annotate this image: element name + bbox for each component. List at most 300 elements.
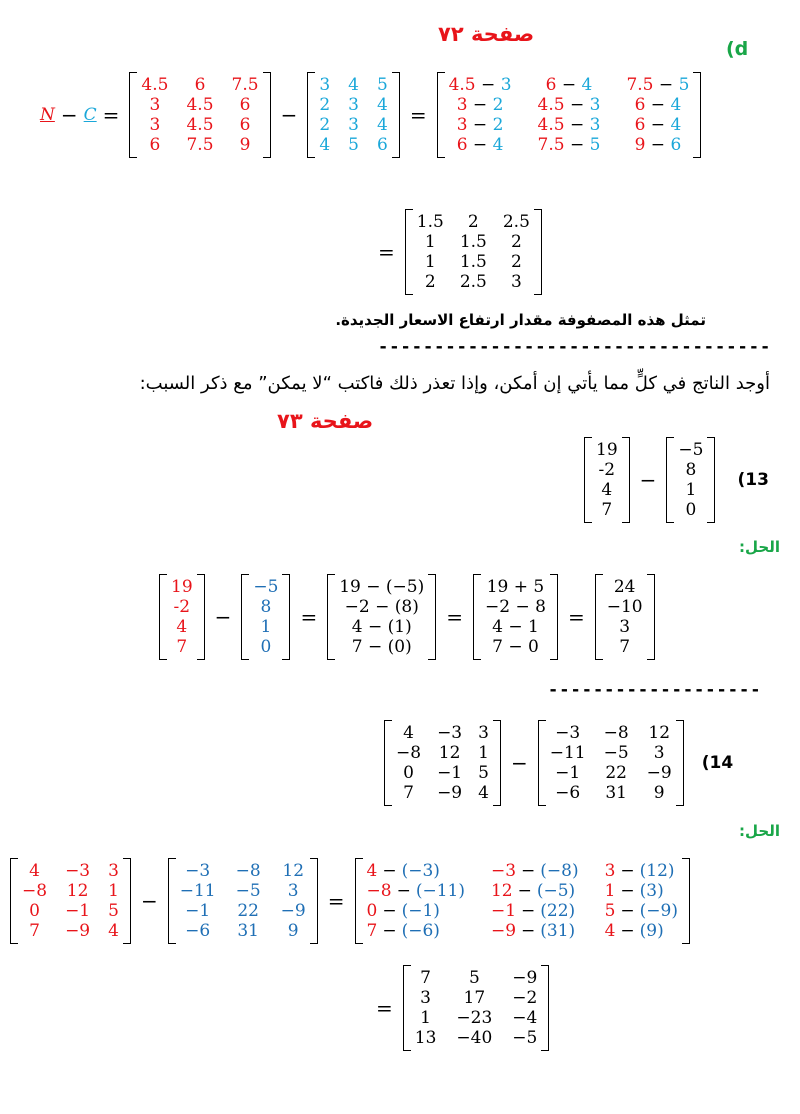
equals-sign: = [378,240,395,264]
matrix-cell: 2 [510,232,522,252]
matrix-cell: 6 [376,135,388,155]
subtrahend: 5 [589,135,601,155]
simplified-matrix [473,574,558,660]
subtrahend: 3 [589,115,601,135]
bracket-left [584,437,592,523]
matrix-cell: 0 [403,763,414,783]
minuend: −1 [490,901,517,921]
matrix-cell: 4.5 [186,115,214,135]
matrix-cell: −8 [22,881,48,901]
bracket-left [159,574,167,660]
bracket-right [493,720,501,806]
matrix-cell: 7 [601,500,613,520]
minuend: 4 [604,921,616,941]
matrix-cell: 4 [108,921,119,941]
minuend: 3 [456,115,468,135]
matrix-cell: 3 [478,723,489,743]
matrix-b [538,720,684,806]
matrix-n [129,72,270,158]
matrix-cell: −8 [235,861,261,881]
matrix-cell: 1 [420,1008,431,1028]
matrix-cell: 8 [685,460,697,480]
separator-1: ----------------------------------- [378,337,772,357]
matrix-cell: 1.5 [459,252,487,272]
matrix-cell: −40 [456,1028,493,1048]
result-matrix [405,209,542,295]
minuend: −3 [490,861,517,881]
matrix-b [241,574,290,660]
matrix-cell: 12 [282,861,305,881]
bracket-left [538,720,546,806]
bracket-right [693,72,701,158]
matrix-n-symbol: N [40,105,55,125]
matrix-cell: 3 [510,272,522,292]
matrix-cell: −2 [512,988,538,1008]
minus-sign: − [475,75,501,95]
matrix-b [168,858,318,944]
matrix-cell [626,115,689,135]
matrix-cell: 6 [239,115,251,135]
question-13 [580,430,769,530]
matrix-cell: −4 [512,1008,538,1028]
matrix-cell [367,901,465,921]
subtrahend: 4 [670,115,682,135]
matrix-cell: 8 [260,597,272,617]
matrix-cell: 31 [605,783,627,803]
matrix-cell: 3 [149,95,161,115]
minuend: 6 [545,75,557,95]
subtrahend: (−11) [415,881,465,901]
page-73-title: صفحة ٧٣ [277,409,374,433]
subtrahend: (31) [540,921,576,941]
matrix-cell [449,115,512,135]
bracket-right [550,574,558,660]
matrix-cell: 12 [648,723,671,743]
matrix-cell: 3 [108,861,119,881]
bracket-right [310,858,318,944]
matrix-cell: 1 [424,252,436,272]
minus-sign: − [467,115,493,135]
matrix-cell: 3 [319,75,331,95]
matrix-cell [538,115,601,135]
solution-13-label: الحل: [739,538,780,556]
matrix-a [10,858,131,944]
equals-sign: = [446,605,464,629]
result-d [372,204,546,300]
bracket-left [595,574,603,660]
matrix-cell: 9 [239,135,251,155]
bracket-left [473,574,481,660]
matrix-cell: 1.5 [459,232,487,252]
question-13-label: (13 [737,470,769,490]
bracket-right [676,720,684,806]
minus-sign: − [521,921,536,941]
minuend: 6 [456,135,468,155]
bracket-left [327,574,335,660]
minuend: 6 [634,95,646,115]
minus-sign: − [620,881,635,901]
matrix-cell: 3 [348,115,359,135]
bracket-left [405,209,413,295]
matrix-cell: −5 [678,440,704,460]
result-note: تمثل هذه المصفوفة مقدار ارتفاع الاسعار الجديدة. [335,311,706,329]
bracket-right [534,209,542,295]
minus-sign: − [620,861,635,881]
minus-sign: − [140,889,158,913]
matrix-cell: 4.5 [186,95,214,115]
matrix-cell: 3 [287,881,299,901]
matrix-cell: 3 [653,743,665,763]
matrix-cell: 4 [403,723,414,743]
matrix-cell: 31 [237,921,259,941]
matrix-cell [538,75,601,95]
matrix-cell: 22 [237,901,259,921]
matrix-cell: 13 [414,1028,437,1048]
matrix-cell: −10 [606,597,643,617]
matrix-cell [491,921,579,941]
minuend: 7.5 [537,135,565,155]
minuend: −8 [366,881,392,901]
matrix-cell: 7 [619,637,631,657]
matrix-c-symbol: C [83,105,97,125]
subtrahend: (22) [540,901,576,921]
subtrahend: (−1) [401,901,440,921]
matrix-cell: 2 [319,95,331,115]
matrix-cell: 0 [685,500,697,520]
minus-sign: − [521,861,536,881]
minus-sign: − [620,921,635,941]
subtrahend: (−3) [401,861,440,881]
matrix-cell [538,135,601,155]
subtrahend: 2 [492,115,504,135]
minus-sign: − [60,103,78,127]
matrix-cell: 3 [420,988,431,1008]
bracket-left [241,574,249,660]
matrix-cell: 6 [194,75,206,95]
matrix-cell: 1 [424,232,436,252]
bracket-right [647,574,655,660]
matrix-cell [367,881,465,901]
difference-matrix [355,858,691,944]
difference-matrix [327,574,436,660]
bracket-left [355,858,363,944]
minus-sign: − [467,135,493,155]
matrix-cell: −8 [396,743,422,763]
matrix-cell [449,95,512,115]
minus-sign: − [382,861,397,881]
matrix-cell: 7.5 [231,75,259,95]
matrix-cell: 7 [403,783,414,803]
matrix-cell: 5 [376,75,388,95]
minuend: 7.5 [626,75,654,95]
matrix-cell: 9 [287,921,299,941]
matrix-cell: 3 [348,95,359,115]
matrix-cell: 4 − 1 [492,617,539,637]
matrix-cell: 17 [463,988,486,1008]
question-14 [380,713,733,813]
subtrahend: (9) [639,921,664,941]
minus-sign: − [396,881,411,901]
matrix-cell: −8 [603,723,629,743]
matrix-cell [491,901,579,921]
minuend: 1 [604,881,616,901]
matrix-cell: 2.5 [459,272,487,292]
matrix-a [584,437,630,523]
difference-matrix [437,72,702,158]
subtrahend: (−5) [536,881,576,901]
matrix-cell [491,861,579,881]
minus-sign: − [645,115,671,135]
matrix-cell: 1 [260,617,272,637]
bracket-left [168,858,176,944]
matrix-cell: 4 [478,783,489,803]
matrix-cell: −5 [253,577,279,597]
matrix-cell: 3 [619,617,631,637]
minuend: 6 [634,115,646,135]
result-matrix [595,574,655,660]
matrix-cell: −3 [185,861,211,881]
minuend: 4.5 [448,75,476,95]
matrix-cell [491,881,579,901]
matrix-cell [605,881,678,901]
bracket-right [123,858,131,944]
equals-sign: = [376,996,393,1020]
minus-sign: − [620,901,635,921]
minuend: 3 [456,95,468,115]
bracket-right [682,858,690,944]
matrix-cell: 1 [685,480,697,500]
bracket-right [541,965,549,1051]
minus-sign: − [467,95,493,115]
subtrahend: 6 [670,135,682,155]
matrix-cell: 7 [420,968,431,988]
matrix-cell: −3 [65,861,91,881]
matrix-cell: 24 [613,577,636,597]
bracket-left [307,72,315,158]
matrix-cell: 5 [468,968,480,988]
matrix-cell: 4 [176,617,188,637]
matrix-cell: −2 − 8 [485,597,546,617]
minus-sign: − [280,103,298,127]
matrix-cell: 9 [653,783,665,803]
minus-sign: − [382,921,397,941]
matrix-cell: 7 [29,921,40,941]
equals-sign: = [567,605,585,629]
matrix-b [666,437,715,523]
matrix-cell [626,135,689,155]
matrix-cell: −11 [179,881,216,901]
equals-sign: = [409,103,427,127]
matrix-cell: −1 [185,901,211,921]
minus-sign: − [556,75,582,95]
separator-2: ------------------- [548,680,762,700]
subtrahend: (3) [639,881,664,901]
bracket-right [707,437,715,523]
instruction-text: أوجد الناتج في كلٍّ مما يأتي إن أمكن، وإذا تعذر ذلك فاكتب “لا يمكن” مع ذكر السبب: [139,373,770,394]
matrix-a [159,574,205,660]
matrix-cell: 2 [510,252,522,272]
matrix-cell: 4 [601,480,613,500]
subtrahend: (−6) [401,921,440,941]
minuend: 9 [634,135,646,155]
subtrahend: 4 [492,135,504,155]
result-14 [370,958,553,1058]
matrix-cell: 2 [319,115,331,135]
matrix-cell: 4 [348,75,359,95]
matrix-cell: −3 [437,723,463,743]
bracket-right [622,437,630,523]
question-14-label: (14 [701,753,734,773]
matrix-cell: 7.5 [186,135,214,155]
bracket-right [428,574,436,660]
matrix-cell: −6 [185,921,211,941]
matrix-cell: −1 [65,901,91,921]
matrix-cell [626,75,689,95]
minus-sign: − [639,468,657,492]
bracket-left [384,720,392,806]
subtrahend: 4 [670,95,682,115]
matrix-cell: −1 [437,763,463,783]
minus-sign: − [510,751,528,775]
matrix-cell: −5 [603,743,629,763]
matrix-cell: −5 [235,881,261,901]
minuend: 5 [604,901,616,921]
matrix-cell: 22 [605,763,627,783]
matrix-cell: 7 [176,637,188,657]
matrix-cell: 4 [29,861,40,881]
matrix-cell: -2 [598,460,616,480]
matrix-cell: −9 [65,921,91,941]
bracket-left [437,72,445,158]
matrix-cell: 3 [149,115,161,135]
matrix-cell: 19 − (−5) [339,577,425,597]
matrix-cell: −5 [512,1028,538,1048]
matrix-cell: 4 [376,115,388,135]
matrix-cell [605,901,678,921]
subtrahend: (−8) [540,861,579,881]
matrix-cell: 12 [438,743,461,763]
subtrahend: (−9) [639,901,678,921]
solution-13 [155,566,659,668]
matrix-cell: 2 [424,272,436,292]
matrix-cell [626,95,689,115]
bracket-right [282,574,290,660]
minus-sign: − [645,95,671,115]
bracket-right [392,72,400,158]
matrix-cell: 4 [319,135,331,155]
matrix-cell: −23 [456,1008,493,1028]
minus-sign: − [564,95,590,115]
bracket-left [403,965,411,1051]
solution-14 [6,850,694,952]
matrix-cell: 6 [239,95,251,115]
matrix-cell: 7 − (0) [351,637,412,657]
matrix-cell: −9 [437,783,463,803]
matrix-cell: 5 [348,135,359,155]
page-72-title: صفحة ٧٢ [438,22,535,46]
minus-sign: − [214,605,232,629]
subtrahend: 2 [492,95,504,115]
minus-sign: − [653,75,679,95]
minuend: 3 [604,861,616,881]
minus-sign: − [517,881,532,901]
matrix-cell: 5 [108,901,119,921]
matrix-cell: −11 [549,743,586,763]
matrix-cell: 1 [108,881,119,901]
solution-14-label: الحل: [739,822,780,840]
minus-sign: − [521,901,536,921]
matrix-cell: 2.5 [502,212,530,232]
matrix-cell: −1 [555,763,581,783]
minuend: 4.5 [537,95,565,115]
subtrahend: 4 [581,75,593,95]
minus-sign: − [645,135,671,155]
minuend: 12 [490,881,513,901]
part-d-label: (d [726,38,749,60]
matrix-cell [605,921,678,941]
matrix-cell: 1.5 [416,212,444,232]
minuend: 7 [366,921,378,941]
matrix-cell [367,921,465,941]
matrix-cell: 0 [260,637,272,657]
result-matrix [403,965,550,1051]
matrix-cell: −9 [512,968,538,988]
bracket-right [263,72,271,158]
matrix-cell: 5 [478,763,489,783]
subtrahend: (12) [639,861,675,881]
subtrahend: 3 [500,75,512,95]
equals-sign: = [327,889,345,913]
equation-d [40,66,705,164]
minus-sign: − [564,135,590,155]
minuend: 4.5 [537,115,565,135]
matrix-cell: 4 − (1) [351,617,412,637]
matrix-cell: 4.5 [141,75,169,95]
matrix-cell: 4 [376,95,388,115]
matrix-a [384,720,501,806]
bracket-left [666,437,674,523]
matrix-cell: −9 [646,763,672,783]
matrix-cell: −6 [555,783,581,803]
matrix-cell [449,135,512,155]
subtrahend: 3 [589,95,601,115]
bracket-right [197,574,205,660]
matrix-cell: 7 − 0 [492,637,539,657]
matrix-cell [605,861,678,881]
minuend: 0 [366,901,378,921]
matrix-cell [538,95,601,115]
matrix-cell: 0 [29,901,40,921]
matrix-cell: 19 [596,440,618,460]
matrix-cell: 6 [149,135,161,155]
matrix-cell: 1 [478,743,489,763]
matrix-cell: -2 [173,597,191,617]
matrix-cell: 19 + 5 [486,577,545,597]
minuend: −9 [490,921,517,941]
matrix-cell: 2 [467,212,479,232]
bracket-left [10,858,18,944]
equals-sign: = [102,103,120,127]
bracket-left [129,72,137,158]
subtrahend: 5 [678,75,690,95]
matrix-cell: −9 [280,901,306,921]
matrix-cell: −3 [555,723,581,743]
matrix-cell: 12 [66,881,89,901]
matrix-cell: −2 − (8) [344,597,419,617]
minus-sign: − [382,901,397,921]
matrix-c [307,72,399,158]
minus-sign: − [564,115,590,135]
